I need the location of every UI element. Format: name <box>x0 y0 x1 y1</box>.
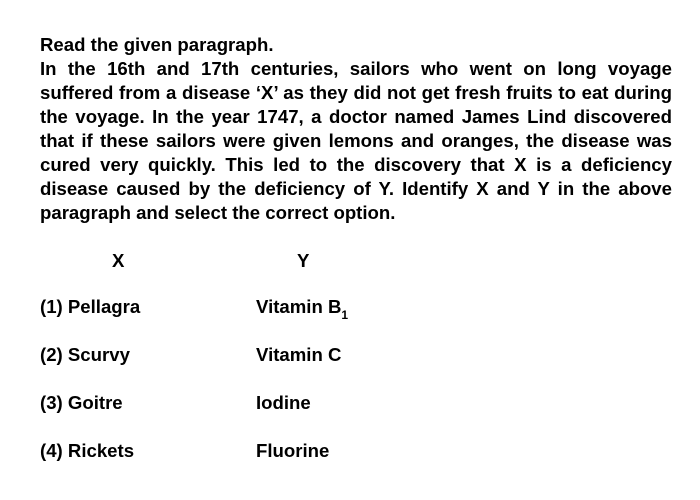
question-block <box>40 33 672 225</box>
option-disease: (1) Pellagra <box>40 296 141 317</box>
option-row-3[interactable] <box>40 391 540 415</box>
option-row-4[interactable] <box>40 439 540 463</box>
column-header-y: Y <box>297 250 310 271</box>
option-row-1[interactable] <box>40 295 540 322</box>
column-header-x: X <box>112 250 125 271</box>
option-deficiency: Vitamin C <box>256 344 342 365</box>
option-deficiency: Iodine <box>256 392 311 413</box>
question-instruction: Read the given paragraph. <box>40 34 274 55</box>
option-disease: (3) Goitre <box>40 392 123 413</box>
subscript: 1 <box>341 308 349 322</box>
question-paragraph: In the 16th and 17th centuries, sailors who went on long voyage suffered from a disease ‘X’ as they did not get fresh fruits to eat during the voyage. In the year 1747, a doctor named James Lind discovered that if these sailors were given lemons and oranges, the disease was cured very quickly. This led to the discovery that X is a deficiency disease caused by the deficiency of Y. Identify X and Y in the above paragraph and select the correct option. <box>40 58 672 223</box>
option-disease: (2) Scurvy <box>40 344 130 365</box>
option-deficiency: Fluorine <box>256 440 330 461</box>
option-disease: (4) Rickets <box>40 440 135 461</box>
option-deficiency: Vitamin $B_1$ <box>256 296 349 322</box>
option-row-2[interactable] <box>40 343 540 367</box>
